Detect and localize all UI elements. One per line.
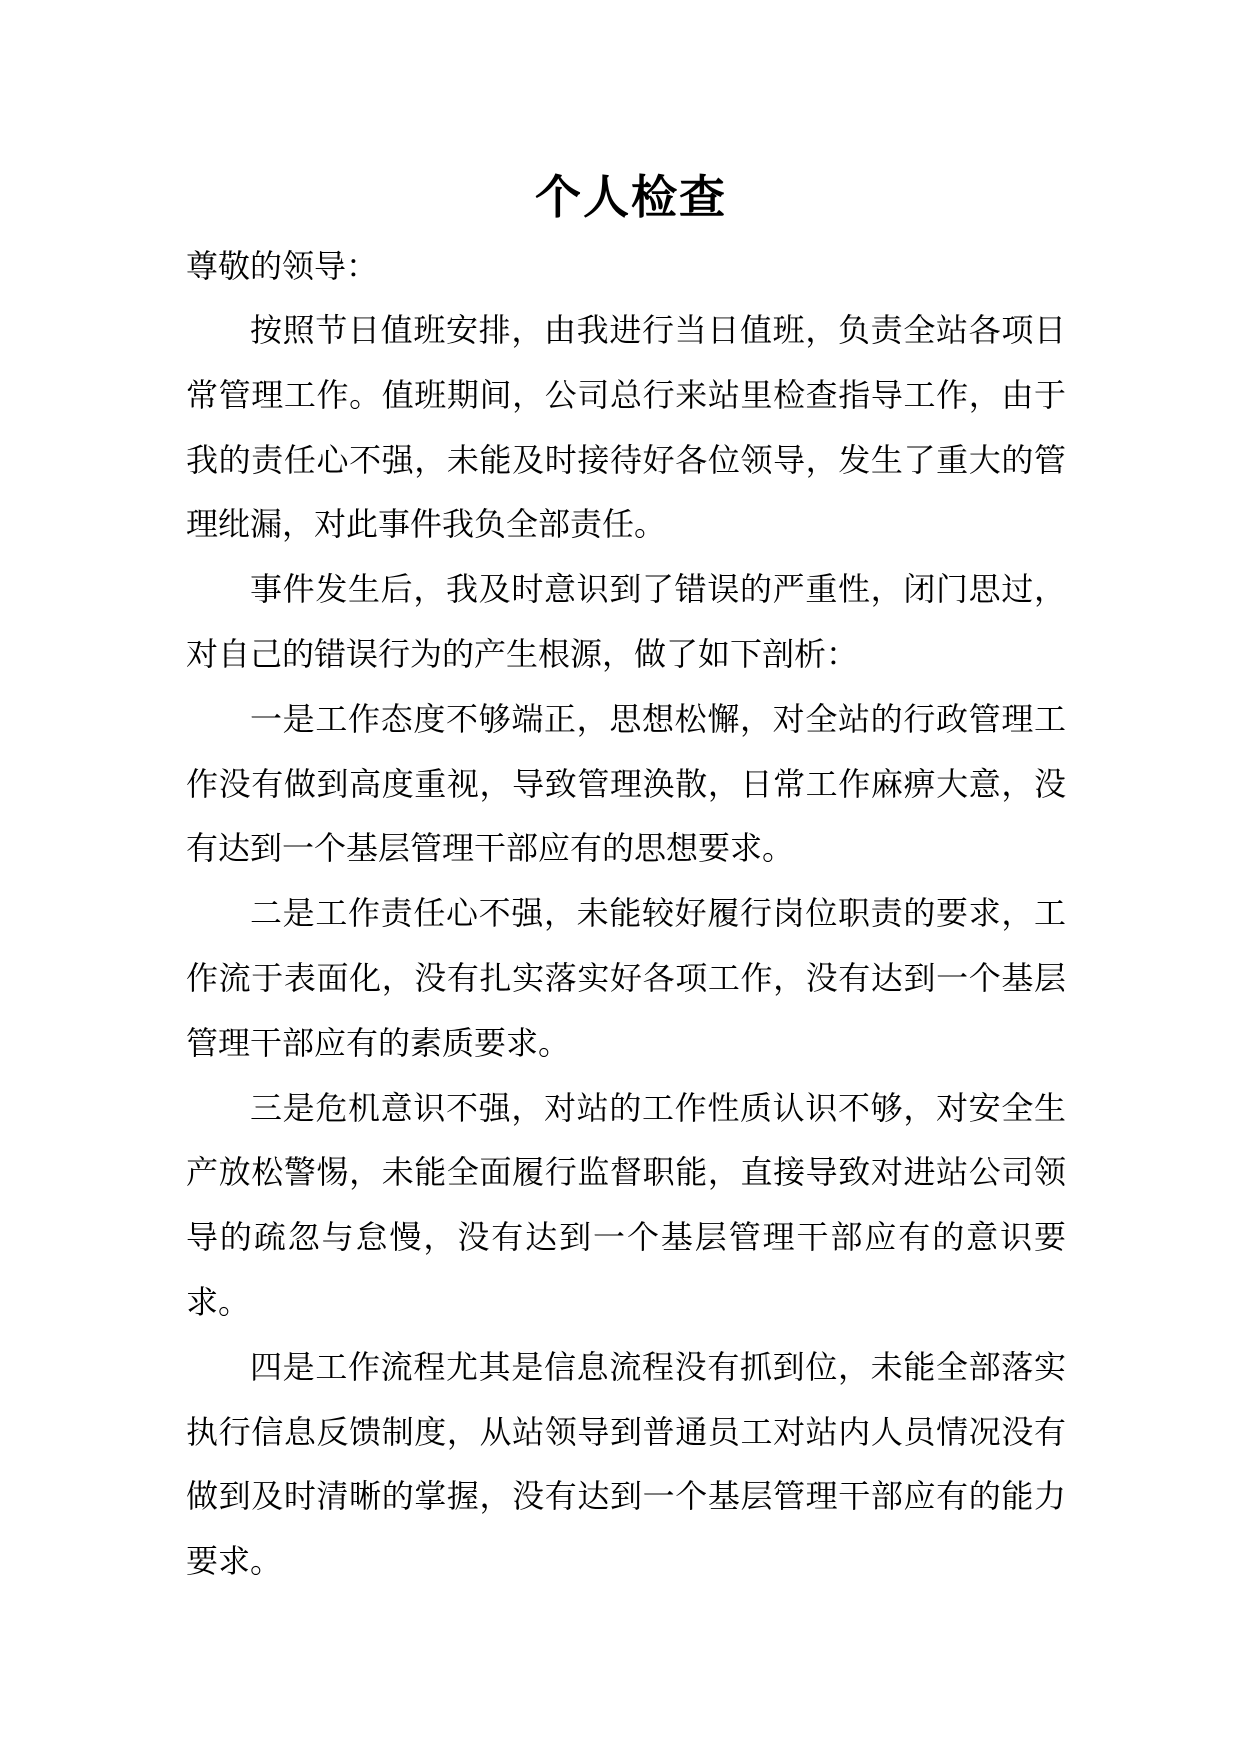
paragraph-point-one: 一是工作态度不够端正，思想松懈，对全站的行政管理工作没有做到高度重视，导致管理涣散，日常工作麻痹大意，没有达到一个基层管理干部应有的思想要求。 [186,699,1066,868]
paragraph-reflection: 事件发生后，我及时意识到了错误的严重性，闭门思过，对自己的错误行为的产生根源，做了如下剖析： [186,570,1066,673]
document-title: 个人检查 [535,170,727,224]
salutation: 尊敬的领导： [186,247,379,285]
paragraph-point-three: 三是危机意识不强，对站的工作性质认识不够，对安全生产放松警惕，未能全面履行监督职能，直接导致对进站公司领导的疏忽与怠慢，没有达到一个基层管理干部应有的意识要求。 [186,1088,1066,1321]
paragraph-point-two: 二是工作责任心不强，未能较好履行岗位职责的要求，工作流于表面化，没有扎实落实好各项工作，没有达到一个基层管理干部应有的素质要求。 [186,894,1066,1062]
paragraph-duty-incident: 按照节日值班安排，由我进行当日值班，负责全站各项日常管理工作。值班期间，公司总行来站里检查指导工作，由于我的责任心不强，未能及时接待好各位领导，发生了重大的管理纰漏，对此事件我负全部责任。 [186,311,1066,544]
document-page [186,160,1066,1594]
paragraph-point-four: 四是工作流程尤其是信息流程没有抓到位，未能全部落实执行信息反馈制度，从站领导到普通员工对站内人员情况没有做到及时清晰的掌握，没有达到一个基层管理干部应有的能力要求。 [186,1347,1066,1581]
